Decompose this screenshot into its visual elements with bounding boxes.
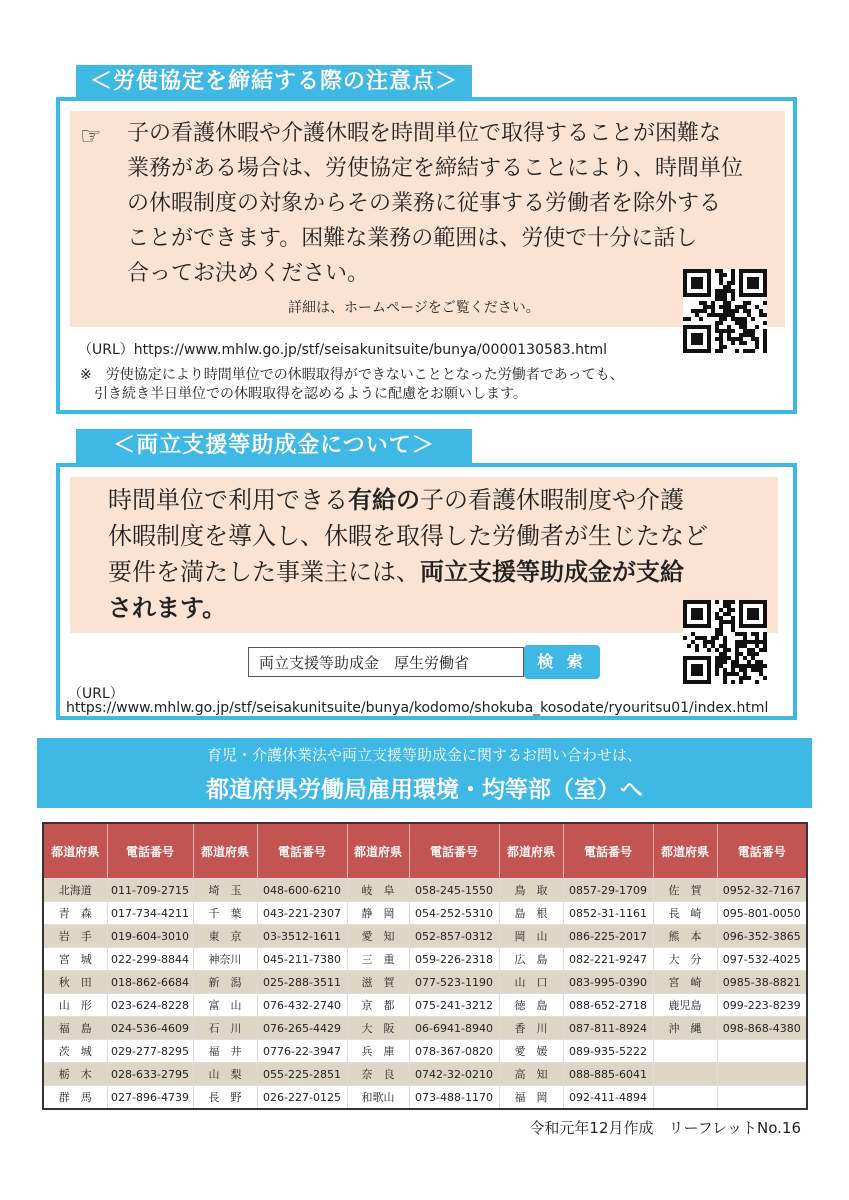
header-prefecture: 都道府県 — [347, 823, 409, 879]
phone-cell: 0952-32-7167 — [717, 879, 807, 902]
paragraph-line: 子の看護休暇や介護休暇を時間単位で取得することが困難な — [127, 121, 722, 146]
header-prefecture: 都道府県 — [43, 823, 107, 879]
header-phone: 電話番号 — [257, 823, 347, 879]
prefecture-cell: 山 口 — [499, 971, 563, 994]
table-row — [43, 925, 807, 948]
phone-cell: 029-277-8295 — [107, 1040, 193, 1063]
prefecture-cell: 福 岡 — [499, 1086, 563, 1110]
prefecture-cell: 熊 本 — [653, 925, 717, 948]
prefecture-cell: 鹿児島 — [653, 994, 717, 1017]
subsidy-heading: ＜両立支援等助成金について＞ — [76, 429, 472, 463]
subsidy-paragraph-line — [108, 590, 768, 626]
search-button[interactable]: 検 索 — [524, 645, 600, 679]
prefecture-cell: 山 形 — [43, 994, 107, 1017]
phone-cell: 03-3512-1611 — [257, 925, 347, 948]
note-line: 引き続き半日単位での休暇取得を認めるように配慮をお願いします。 — [80, 386, 527, 402]
prefecture-cell: 宮 崎 — [653, 971, 717, 994]
phone-cell: 089-935-5222 — [563, 1040, 653, 1063]
prefecture-cell — [653, 1086, 717, 1110]
phone-cell: 048-600-6210 — [257, 879, 347, 902]
phone-cell: 0742-32-0210 — [409, 1063, 499, 1086]
phone-cell: 086-225-2017 — [563, 925, 653, 948]
header-phone: 電話番号 — [717, 823, 807, 879]
phone-cell: 083-995-0390 — [563, 971, 653, 994]
prefecture-cell: 岡 山 — [499, 925, 563, 948]
header-prefecture: 都道府県 — [653, 823, 717, 879]
prefecture-cell: 愛 媛 — [499, 1040, 563, 1063]
prefecture-cell: 愛 知 — [347, 925, 409, 948]
bold-text: 両立支援等助成金が支給 — [420, 558, 684, 586]
phone-cell: 027-896-4739 — [107, 1086, 193, 1110]
phone-cell: 0985-38-8821 — [717, 971, 807, 994]
prefecture-cell: 徳 島 — [499, 994, 563, 1017]
phone-cell: 024-536-4609 — [107, 1017, 193, 1040]
prefecture-cell: 宮 城 — [43, 948, 107, 971]
phone-cell: 095-801-0050 — [717, 902, 807, 925]
header-prefecture: 都道府県 — [499, 823, 563, 879]
prefecture-cell: 北海道 — [43, 879, 107, 902]
phone-cell: 0857-29-1709 — [563, 879, 653, 902]
labor-agreement-heading: ＜労使協定を締結する際の注意点＞ — [76, 65, 472, 99]
prefecture-cell: 茨 城 — [43, 1040, 107, 1063]
phone-cell: 058-245-1550 — [409, 879, 499, 902]
table-row — [43, 1086, 807, 1110]
prefecture-cell: 和歌山 — [347, 1086, 409, 1110]
phone-cell: 088-652-2718 — [563, 994, 653, 1017]
phone-cell: 098-868-4380 — [717, 1017, 807, 1040]
phone-cell: 06-6941-8940 — [409, 1017, 499, 1040]
qr-code-icon[interactable] — [683, 269, 767, 353]
prefecture-cell: 鳥 取 — [499, 879, 563, 902]
phone-cell: 088-885-6041 — [563, 1063, 653, 1086]
subsidy-paragraph — [108, 482, 768, 626]
prefecture-cell: 京 都 — [347, 994, 409, 1017]
table-row — [43, 902, 807, 925]
phone-cell — [717, 1086, 807, 1110]
contact-banner — [37, 738, 812, 808]
subsidy-paragraph-line — [108, 518, 768, 554]
phone-cell — [717, 1063, 807, 1086]
table-row — [43, 1040, 807, 1063]
header-phone: 電話番号 — [107, 823, 193, 879]
prefecture-cell: 大 分 — [653, 948, 717, 971]
half-day-note — [80, 366, 624, 404]
phone-cell: 075-241-3212 — [409, 994, 499, 1017]
phone-cell: 073-488-1170 — [409, 1086, 499, 1110]
prefecture-cell: 福 井 — [193, 1040, 257, 1063]
phone-cell: 078-367-0820 — [409, 1040, 499, 1063]
prefecture-cell: 埼 玉 — [193, 879, 257, 902]
phone-cell: 022-299-8844 — [107, 948, 193, 971]
prefecture-cell: 千 葉 — [193, 902, 257, 925]
pointing-hand-icon: ☞ — [80, 122, 102, 150]
phone-cell: 052-857-0312 — [409, 925, 499, 948]
prefecture-cell: 三 重 — [347, 948, 409, 971]
phone-cell: 054-252-5310 — [409, 902, 499, 925]
prefecture-cell: 群 馬 — [43, 1086, 107, 1110]
table-row — [43, 1063, 807, 1086]
table-row — [43, 879, 807, 902]
prefecture-cell: 青 森 — [43, 902, 107, 925]
phone-cell: 026-227-0125 — [257, 1086, 347, 1110]
prefecture-cell: 秋 田 — [43, 971, 107, 994]
phone-cell: 045-211-7380 — [257, 948, 347, 971]
prefecture-cell: 高 知 — [499, 1063, 563, 1086]
phone-cell: 076-265-4429 — [257, 1017, 347, 1040]
text: 時間単位で利用できる — [108, 486, 348, 514]
table-row — [43, 994, 807, 1017]
table-row — [43, 1017, 807, 1040]
phone-cell: 097-532-4025 — [717, 948, 807, 971]
prefecture-contact-table — [42, 822, 808, 1110]
bold-text: 有給の — [348, 486, 420, 514]
phone-cell: 017-734-4211 — [107, 902, 193, 925]
contact-banner-line1: 育児・介護休業法や両立支援等助成金に関するお問い合わせは、 — [206, 746, 642, 764]
prefecture-cell — [653, 1040, 717, 1063]
prefecture-cell: 岩 手 — [43, 925, 107, 948]
phone-cell: 087-811-8924 — [563, 1017, 653, 1040]
prefecture-cell: 長 崎 — [653, 902, 717, 925]
subsidy-paragraph-line — [108, 482, 768, 518]
text: 休暇制度を導入し、休暇を取得した労働者が生じたなど — [108, 522, 708, 550]
phone-cell: 076-432-2740 — [257, 994, 347, 1017]
bold-text: されます。 — [108, 594, 227, 622]
prefecture-cell: 島 根 — [499, 902, 563, 925]
phone-cell: 0776-22-3947 — [257, 1040, 347, 1063]
labor-agreement-paragraph — [127, 116, 767, 291]
prefecture-cell: 山 梨 — [193, 1063, 257, 1086]
prefecture-cell: 静 岡 — [347, 902, 409, 925]
prefecture-cell: 滋 賀 — [347, 971, 409, 994]
phone-cell: 023-624-8228 — [107, 994, 193, 1017]
phone-cell: 092-411-4894 — [563, 1086, 653, 1110]
prefecture-cell: 福 島 — [43, 1017, 107, 1040]
contact-banner-line2: 都道府県労働局雇用環境・均等部（室）へ — [206, 777, 643, 803]
note-line: ※ 労使協定により時間単位での休暇取得ができないこととなった労働者であっても、 — [80, 367, 624, 383]
table-row — [43, 971, 807, 994]
phone-cell: 018-862-6684 — [107, 971, 193, 994]
subsidy-url-label: （URL） — [68, 686, 124, 702]
phone-cell: 025-288-3511 — [257, 971, 347, 994]
prefecture-cell: 岐 阜 — [347, 879, 409, 902]
prefecture-cell: 東 京 — [193, 925, 257, 948]
phone-cell: 055-225-2851 — [257, 1063, 347, 1086]
text: 要件を満たした事業主には、 — [108, 558, 420, 586]
prefecture-cell: 香 川 — [499, 1017, 563, 1040]
phone-cell: 082-221-9247 — [563, 948, 653, 971]
phone-cell: 011-709-2715 — [107, 879, 193, 902]
labor-agreement-url[interactable]: （URL）https://www.mhlw.go.jp/stf/seisakunitsuite/bunya/0000130583.html — [78, 342, 608, 358]
prefecture-cell: 長 野 — [193, 1086, 257, 1110]
prefecture-cell: 富 山 — [193, 994, 257, 1017]
prefecture-cell: 奈 良 — [347, 1063, 409, 1086]
paragraph-line: 合ってお決めください。 — [127, 261, 370, 286]
table-header-row — [43, 823, 807, 879]
prefecture-cell: 広 島 — [499, 948, 563, 971]
prefecture-cell: 新 潟 — [193, 971, 257, 994]
subsidy-paragraph-line — [108, 554, 768, 590]
header-phone: 電話番号 — [409, 823, 499, 879]
phone-cell: 028-633-2795 — [107, 1063, 193, 1086]
phone-cell: 043-221-2307 — [257, 902, 347, 925]
prefecture-cell: 沖 縄 — [653, 1017, 717, 1040]
prefecture-cell: 石 川 — [193, 1017, 257, 1040]
phone-cell: 059-226-2318 — [409, 948, 499, 971]
paragraph-line: 業務がある場合は、労使協定を締結することにより、時間単位 — [127, 156, 744, 181]
subsidy-url[interactable]: https://www.mhlw.go.jp/stf/seisakunitsuite/bunya/kodomo/shokuba_kosodate/ryouritsu01/index.html — [66, 700, 769, 716]
prefecture-cell — [653, 1063, 717, 1086]
phone-cell: 096-352-3865 — [717, 925, 807, 948]
phone-cell: 019-604-3010 — [107, 925, 193, 948]
phone-cell: 099-223-8239 — [717, 994, 807, 1017]
prefecture-cell: 栃 木 — [43, 1063, 107, 1086]
phone-cell — [717, 1040, 807, 1063]
search-input[interactable]: 両立支援等助成金 厚生労働省 — [248, 647, 524, 677]
phone-cell: 077-523-1190 — [409, 971, 499, 994]
homepage-note: 詳細は、ホームページをご覧ください。 — [288, 300, 540, 316]
header-prefecture: 都道府県 — [193, 823, 257, 879]
prefecture-cell: 大 阪 — [347, 1017, 409, 1040]
table-row — [43, 948, 807, 971]
text: 子の看護休暇制度や介護 — [420, 486, 684, 514]
header-phone: 電話番号 — [563, 823, 653, 879]
paragraph-line: ことができます。困難な業務の範囲は、労使で十分に話し — [127, 226, 698, 251]
prefecture-cell: 神奈川 — [193, 948, 257, 971]
prefecture-cell: 兵 庫 — [347, 1040, 409, 1063]
phone-cell: 0852-31-1161 — [563, 902, 653, 925]
prefecture-cell: 佐 賀 — [653, 879, 717, 902]
paragraph-line: の休暇制度の対象からその業務に従事する労働者を除外する — [127, 191, 722, 216]
qr-code-icon[interactable] — [683, 600, 767, 684]
leaflet-footer: 令和元年12月作成 リーフレットNo.16 — [529, 1119, 801, 1137]
